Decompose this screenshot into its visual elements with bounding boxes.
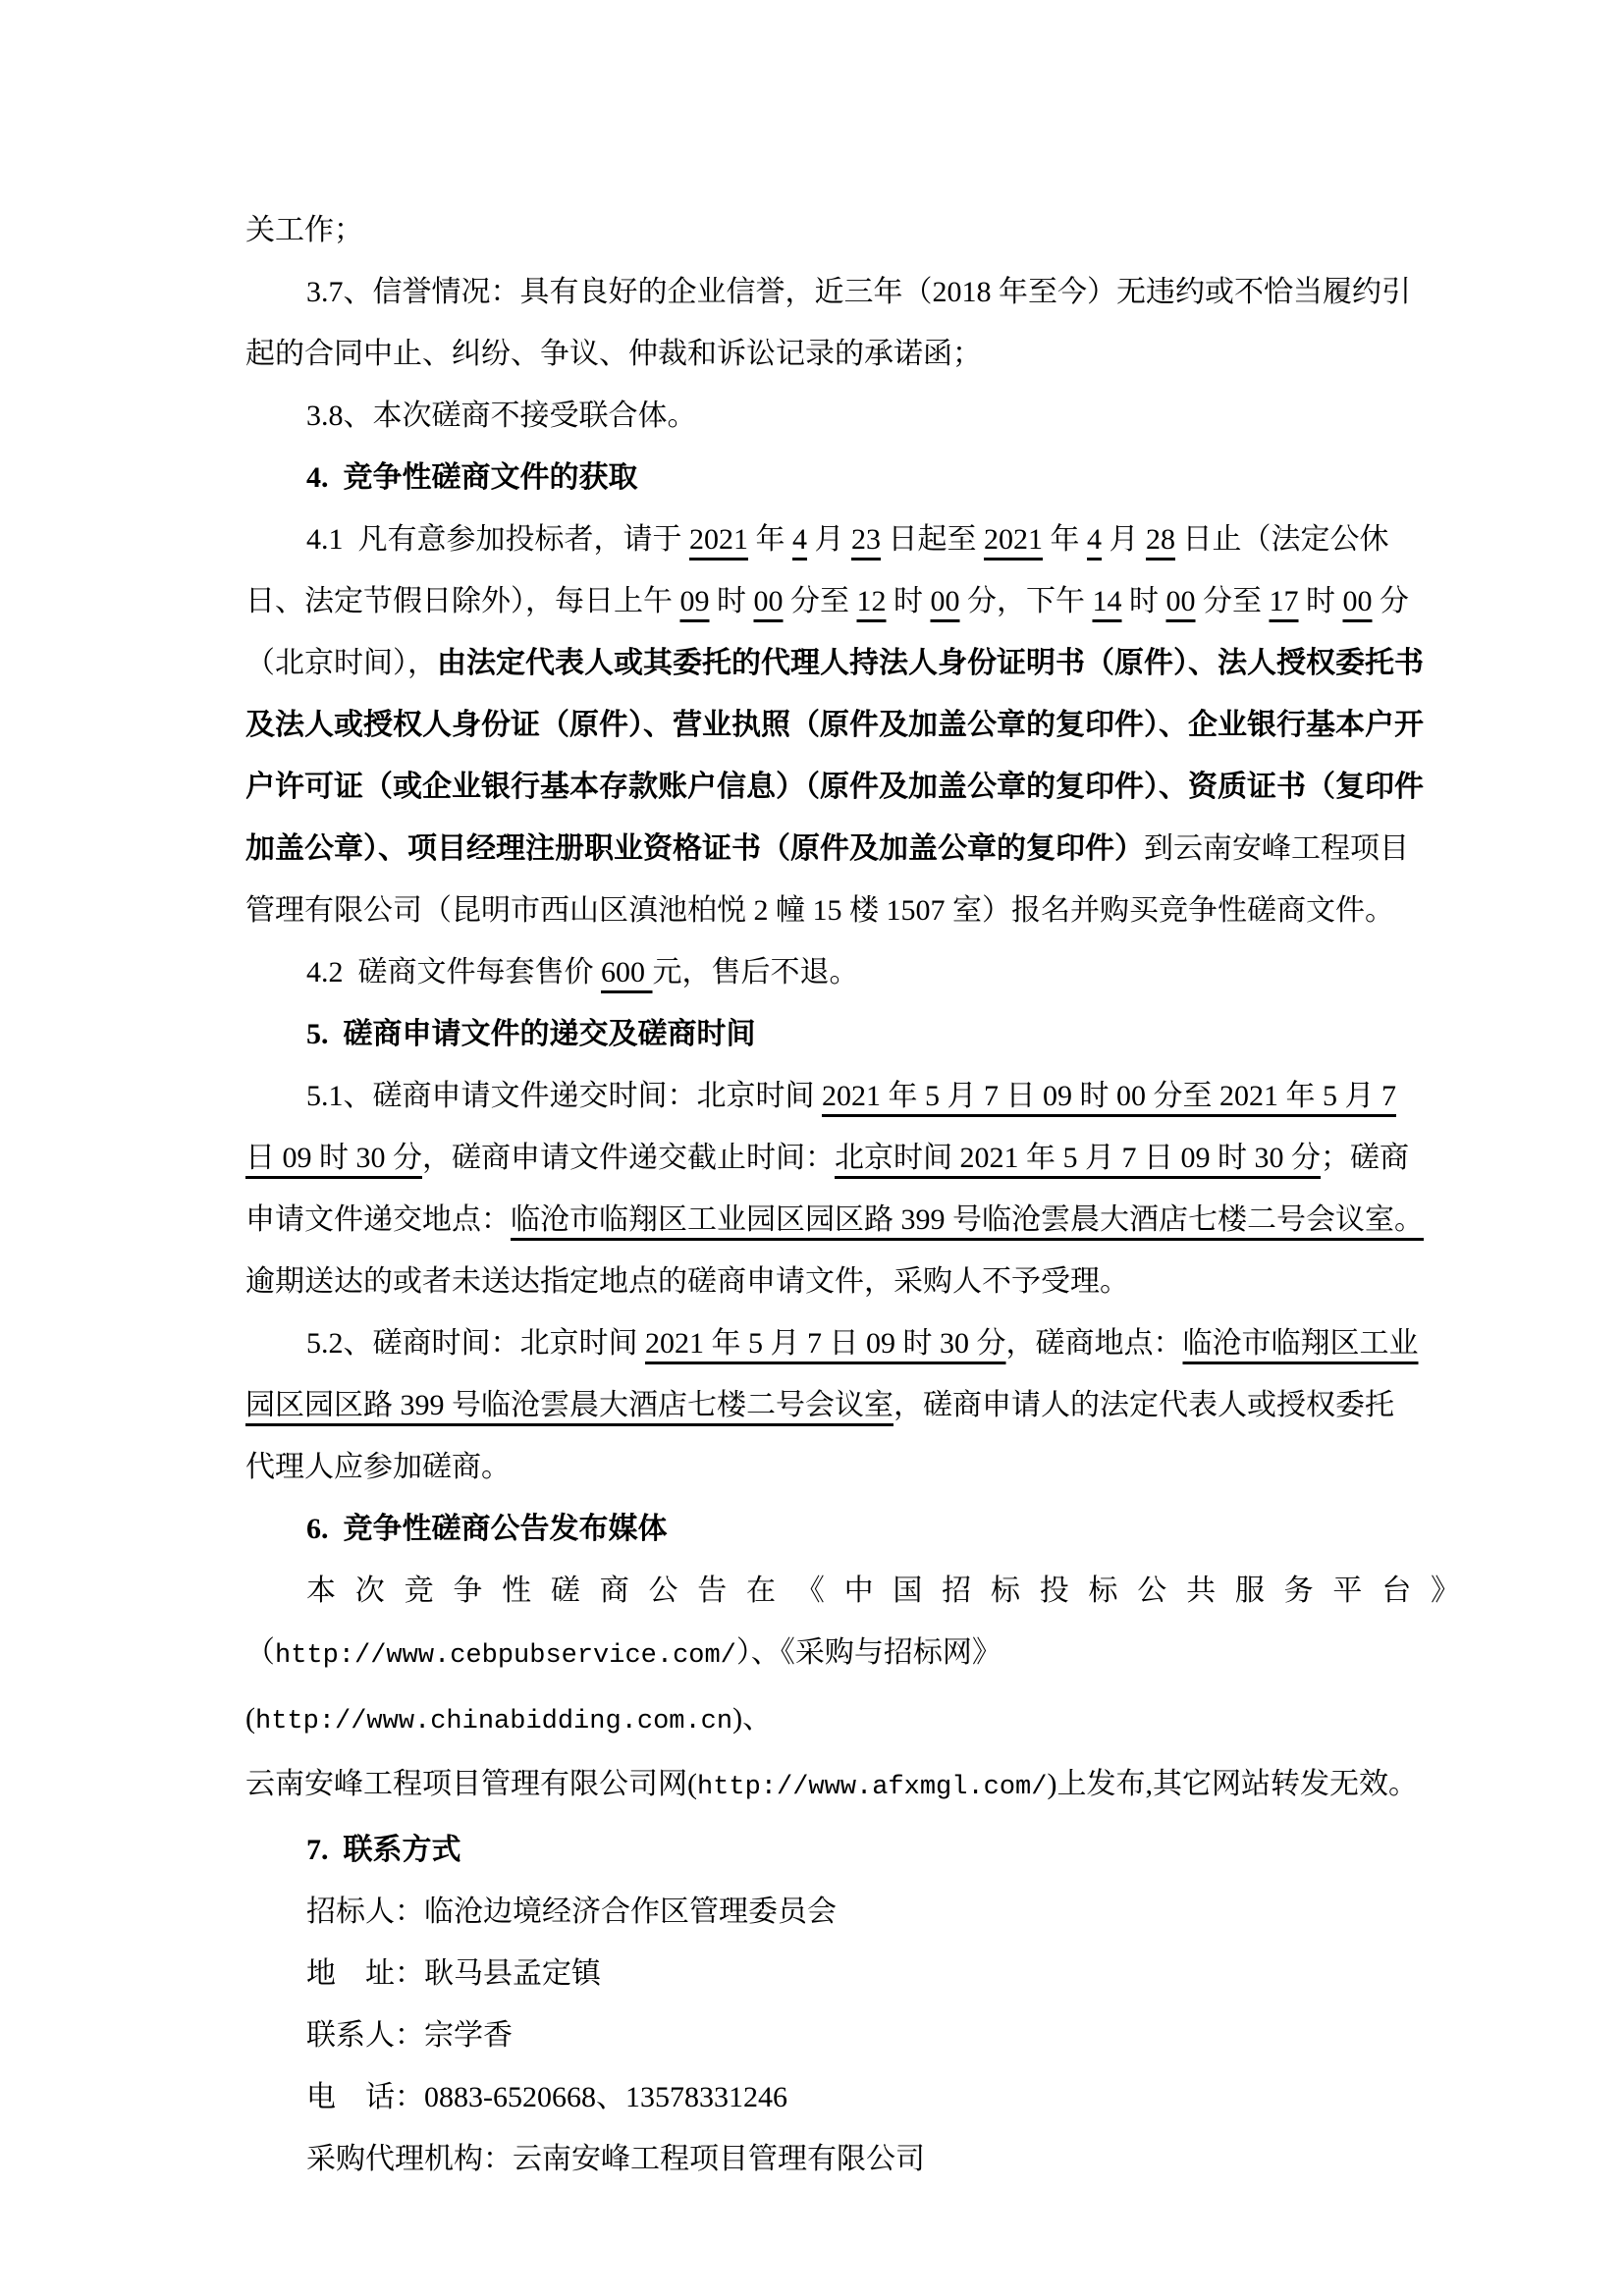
text-segment: 00 — [930, 585, 960, 617]
text-segment: 2021 年 5 月 7 日 09 时 00 分至 2021 年 5 月 7 — [822, 1080, 1396, 1112]
text-segment: 采购代理机构：云南安峰工程项目管理有限公司 — [306, 2143, 925, 2175]
text-line — [245, 2128, 1460, 2190]
text-segment: 月 — [1102, 523, 1146, 556]
text-segment: )、 — [732, 1702, 773, 1735]
text-segment: 00 — [1165, 585, 1196, 617]
text-segment: 加盖公章）、项目经理注册职业资格证书（原件及加盖公章的复印件） — [245, 832, 1144, 865]
text-segment: 园区园区路 399 号临沧雲晨大酒店七楼二号会议室 — [245, 1389, 893, 1421]
text-segment: 元，售后不退。 — [652, 956, 859, 988]
text-segment: 分，下午 — [959, 585, 1093, 617]
text-segment: 起的合同中止、纠纷、争议、仲裁和诉讼记录的承诺函； — [245, 338, 982, 370]
text-segment: 日、法定节假日除外），每日上午 — [245, 585, 680, 617]
text-segment: 2021 — [689, 523, 748, 556]
text-line — [245, 1065, 1460, 1127]
text-line — [245, 1753, 1460, 1819]
text-line — [245, 941, 1460, 1003]
text-segment: 月 — [807, 523, 851, 556]
text-segment: ）、《采购与招标网》( — [245, 1636, 1001, 1735]
text-segment: ；磋商 — [1321, 1142, 1409, 1174]
text-segment: 云南安峰工程项目管理有限公司网( — [245, 1768, 697, 1800]
text-segment: 5.1、磋商申请文件递交时间：北京时间 — [306, 1080, 822, 1112]
text-segment: 电 话：0883-6520668、13578331246 — [306, 2081, 787, 2113]
text-line — [245, 570, 1460, 632]
text-segment: 23 — [851, 523, 881, 556]
text-line — [245, 385, 1460, 447]
text-line — [245, 1498, 1460, 1560]
text-line — [245, 1127, 1460, 1189]
text-line — [245, 1251, 1460, 1312]
text-segment: 日 09 时 30 分 — [245, 1142, 422, 1174]
text-line — [245, 1374, 1460, 1436]
text-segment: 年 — [748, 523, 792, 556]
text-line — [245, 199, 1460, 261]
text-segment: )上发布,其它网站转发无效。 — [1047, 1768, 1418, 1800]
text-line — [245, 323, 1460, 385]
text-segment: ，磋商地点： — [1005, 1327, 1183, 1360]
text-segment: 分至 — [1195, 585, 1270, 617]
url-text: http://www.chinabidding.com.cn — [255, 1707, 733, 1736]
text-segment: 北京时间 2021 年 5 月 7 日 09 时 30 分 — [835, 1142, 1321, 1174]
text-segment: 6. 竞争性磋商公告发布媒体 — [306, 1513, 668, 1545]
text-segment: 本次竞争性磋商公告在《中国招标投标公共服务平台》 — [306, 1575, 1460, 1607]
text-segment: 2021 年 5 月 7 日 09 时 30 分 — [645, 1327, 1006, 1360]
text-segment: 及法人或授权人身份证（原件）、营业执照（原件及加盖公章的复印件）、企业银行基本户开 — [245, 709, 1424, 741]
text-segment: 12 — [856, 585, 887, 617]
text-segment: 09 — [679, 585, 710, 617]
document-body — [245, 199, 1460, 2190]
text-line — [245, 1622, 1460, 1753]
text-segment: 5.2、磋商时间：北京时间 — [306, 1327, 645, 1360]
text-segment: （北京时间）， — [245, 647, 437, 679]
text-line — [245, 1943, 1460, 2004]
text-segment: 28 — [1146, 523, 1175, 556]
text-segment: 到云南安峰工程项目 — [1144, 832, 1409, 865]
text-segment: 代理人应参加磋商。 — [245, 1451, 511, 1483]
text-segment: 管理有限公司（昆明市西山区滇池柏悦 2 幢 15 楼 1507 室）报名并购买竞争性磋商文件。 — [245, 894, 1394, 927]
text-segment: 日起至 — [881, 523, 984, 556]
text-segment: 年 — [1043, 523, 1087, 556]
text-line — [245, 1560, 1460, 1622]
text-segment: 2021 — [984, 523, 1043, 556]
text-segment: 分至 — [783, 585, 857, 617]
text-segment: 4 — [792, 523, 807, 556]
text-segment: 关工作； — [245, 214, 363, 246]
text-segment: 招标人：临沧边境经济合作区管理委员会 — [306, 1896, 837, 1928]
text-segment: 逾期送达的或者未送达指定地点的磋商申请文件，采购人不予受理。 — [245, 1265, 1129, 1298]
text-segment: 4 — [1087, 523, 1102, 556]
text-segment: 时 — [1121, 585, 1166, 617]
text-segment: ，磋商申请文件递交截止时间： — [422, 1142, 835, 1174]
text-line — [245, 1436, 1460, 1498]
url-text: http://www.cebpubservice.com/ — [275, 1641, 736, 1671]
text-segment: 00 — [753, 585, 784, 617]
text-line — [245, 694, 1460, 756]
text-line — [245, 1819, 1460, 1881]
text-line — [245, 2004, 1460, 2066]
text-segment: 分 — [1372, 585, 1409, 617]
text-line — [245, 1189, 1460, 1251]
text-segment: 临沧市临翔区工业园区园区路 399 号临沧雲晨大酒店七楼二号会议室。 — [511, 1203, 1424, 1236]
text-segment: （ — [245, 1636, 275, 1669]
text-segment: 申请文件递交地点： — [245, 1203, 511, 1236]
text-segment: 5. 磋商申请文件的递交及磋商时间 — [306, 1018, 756, 1050]
text-segment: 4.2 磋商文件每套售价 — [306, 956, 601, 988]
text-line — [245, 508, 1460, 570]
text-line — [245, 2066, 1460, 2128]
text-segment: 时 — [709, 585, 754, 617]
text-line — [245, 1881, 1460, 1943]
text-segment: 14 — [1092, 585, 1122, 617]
text-segment: 4.1 凡有意参加投标者，请于 — [306, 523, 689, 556]
text-segment: 时 — [1298, 585, 1343, 617]
text-segment: 00 — [1342, 585, 1373, 617]
text-line — [245, 1312, 1460, 1374]
text-segment: 时 — [886, 585, 931, 617]
text-line — [245, 756, 1460, 818]
text-segment: 日止（法定公休 — [1175, 523, 1389, 556]
text-segment: 3.7、信誉情况：具有良好的企业信誉，近三年（2018 年至今）无违约或不恰当履约引 — [306, 276, 1411, 308]
text-segment: 临沧市临翔区工业 — [1182, 1327, 1419, 1360]
url-text: http://www.afxmgl.com/ — [697, 1773, 1048, 1802]
text-line — [245, 632, 1460, 694]
text-segment: 7. 联系方式 — [306, 1834, 461, 1866]
text-segment: 地 址：耿马县孟定镇 — [306, 1957, 601, 1990]
text-line — [245, 818, 1460, 880]
text-line — [245, 447, 1460, 508]
text-segment: 600 — [601, 956, 653, 988]
text-segment: 联系人：宗学香 — [306, 2019, 513, 2052]
text-segment: 17 — [1269, 585, 1299, 617]
text-segment: 4. 竞争性磋商文件的获取 — [306, 461, 638, 494]
text-segment: ，磋商申请人的法定代表人或授权委托 — [893, 1389, 1394, 1421]
text-segment: 户许可证（或企业银行基本存款账户信息）（原件及加盖公章的复印件）、资质证书（复印件 — [245, 771, 1424, 803]
text-segment: 3.8、本次磋商不接受联合体。 — [306, 400, 697, 432]
text-segment: 由法定代表人或其委托的代理人持法人身份证明书（原件）、法人授权委托书 — [437, 647, 1424, 679]
text-line — [245, 880, 1460, 941]
text-line — [245, 1003, 1460, 1065]
text-line — [245, 261, 1460, 323]
